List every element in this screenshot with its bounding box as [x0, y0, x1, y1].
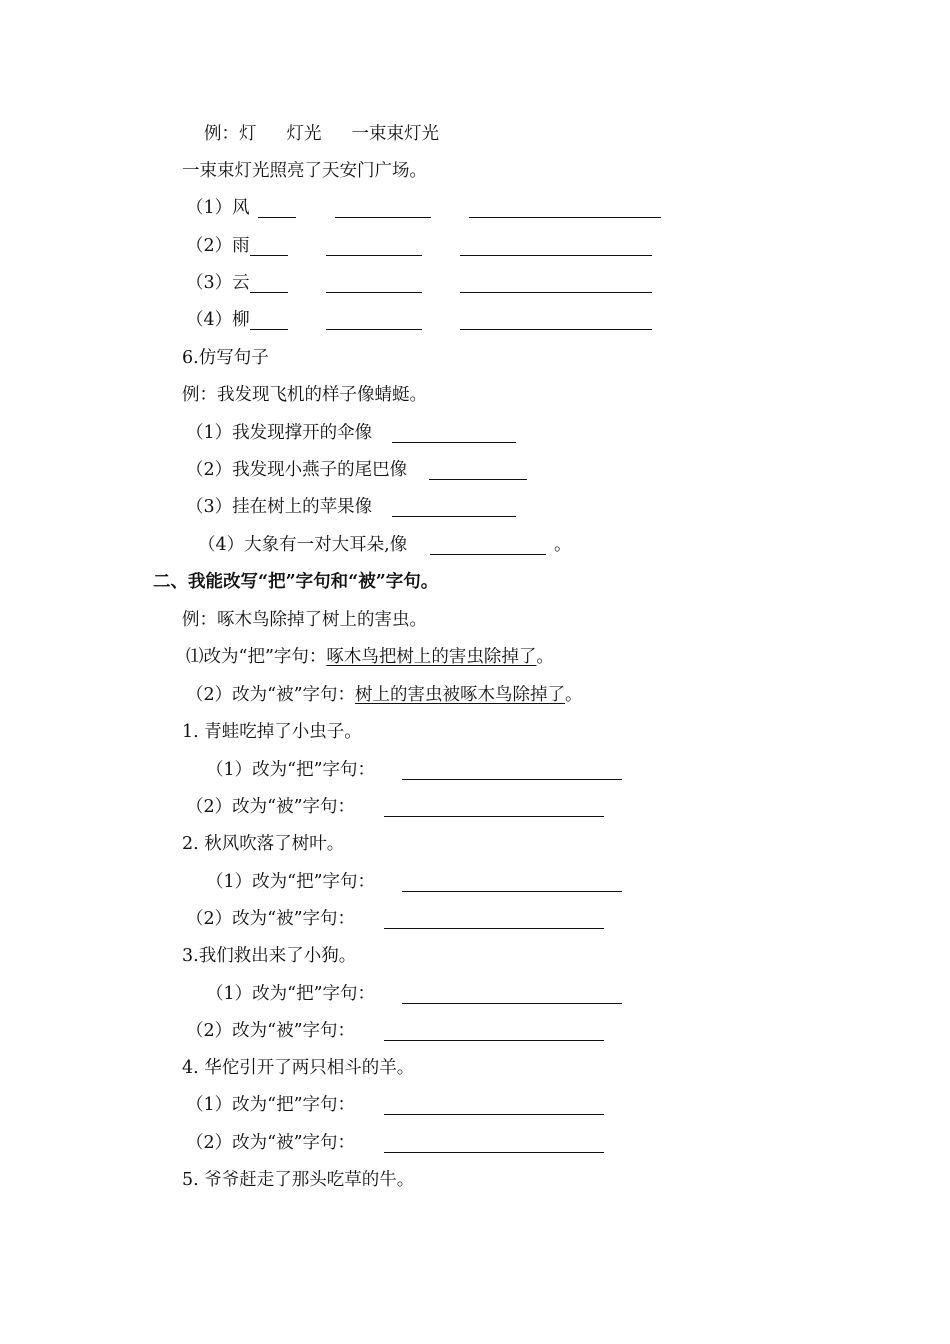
example-sentence: 一束束灯光照亮了天安门广场。: [182, 161, 427, 181]
q3-ba-blank[interactable]: [402, 985, 622, 1004]
ba-label: （1）改为“把”字句：: [206, 984, 376, 1004]
blank-2c[interactable]: [460, 237, 652, 256]
word-item-4: [186, 305, 250, 335]
example-bei-label: （2）改为“被”字句：: [186, 685, 356, 705]
example-ba-answer: 啄木鸟把树上的害虫除掉了: [326, 647, 537, 667]
word-item-2: [186, 231, 250, 261]
example-bei-answer: 树上的害虫被啄木鸟除掉了: [355, 685, 566, 705]
rewrite-question-2: 2. 秋风吹落了树叶。: [182, 834, 345, 854]
blank-2a[interactable]: [250, 237, 288, 256]
section-2-example: 例：啄木鸟除掉了树上的害虫。: [182, 610, 427, 630]
q6-blank-4[interactable]: [430, 536, 546, 555]
blank-4a[interactable]: [250, 311, 288, 330]
q6-item-3: [186, 492, 372, 522]
q1-ba-row: [206, 755, 375, 785]
q1-bei-row: [186, 792, 355, 822]
rewrite-question-1: 1. 青蛙吃掉了小虫子。: [182, 722, 362, 742]
example-bei-period: 。: [565, 685, 583, 705]
q6-blank-3[interactable]: [392, 498, 516, 517]
blank-1a[interactable]: [258, 199, 296, 218]
bei-label: （2）改为“被”字句：: [186, 909, 356, 929]
example-bei-sentence: [186, 680, 583, 710]
q6-item-text: （4）大象有一对大耳朵,像: [198, 535, 408, 555]
blank-4b[interactable]: [326, 311, 422, 330]
blank-2b[interactable]: [326, 237, 422, 256]
word-item-label: （1）风: [186, 198, 250, 218]
example-header: [204, 119, 439, 149]
blank-3a[interactable]: [250, 274, 288, 293]
q4-bei-row: [186, 1128, 355, 1158]
example-ba-label: ⑴改为“把”字句：: [186, 647, 327, 667]
q6-item-2: [186, 455, 407, 485]
q6-item-text: （3）挂在树上的苹果像: [186, 497, 373, 517]
q6-blank-1[interactable]: [392, 424, 516, 443]
q6-item-text: （2）我发现小燕子的尾巴像: [186, 460, 408, 480]
q2-bei-row: [186, 904, 355, 934]
q4-bei-blank[interactable]: [384, 1134, 604, 1153]
q6-item-1: [186, 418, 372, 448]
q3-bei-blank[interactable]: [384, 1022, 604, 1041]
example-ba-sentence: [186, 642, 554, 672]
q2-bei-blank[interactable]: [384, 910, 604, 929]
q1-ba-blank[interactable]: [402, 761, 622, 780]
q4-ba-blank[interactable]: [384, 1096, 604, 1115]
q6-example: 例：我发现飞机的样子像蜻蜓。: [182, 385, 427, 405]
q6-title: 6.仿写句子: [182, 348, 269, 368]
rewrite-question-3: 3.我们救出来了小狗。: [182, 946, 357, 966]
q2-ba-row: [206, 867, 375, 897]
example-phrase: 灯光: [286, 124, 322, 144]
word-item-1: [186, 193, 250, 223]
blank-3b[interactable]: [326, 274, 422, 293]
q1-bei-blank[interactable]: [384, 798, 604, 817]
q6-item-text: （1）我发现撑开的伞像: [186, 423, 373, 443]
example-word: 例：灯: [204, 124, 257, 144]
word-item-label: （3）云: [186, 273, 250, 293]
example-ba-period: 。: [536, 647, 554, 667]
section-2-title: 二、我能改写“把”字句和“被”字句。: [153, 572, 439, 592]
word-item-3: [186, 268, 250, 298]
ba-label: （1）改为“把”字句：: [206, 872, 376, 892]
blank-1c[interactable]: [469, 199, 661, 218]
q3-ba-row: [206, 979, 375, 1009]
word-item-label: （2）雨: [186, 236, 250, 256]
q3-bei-row: [186, 1016, 355, 1046]
rewrite-question-5: 5. 爷爷赶走了那头吃草的牛。: [182, 1170, 415, 1190]
q6-item-4: [198, 530, 572, 560]
rewrite-question-4: 4. 华佗引开了两只相斗的羊。: [182, 1058, 415, 1078]
blank-1b[interactable]: [335, 199, 431, 218]
ba-label: （1）改为“把”字句：: [206, 760, 376, 780]
bei-label: （2）改为“被”字句：: [186, 1021, 356, 1041]
q6-blank-2[interactable]: [429, 461, 527, 480]
bei-label: （2）改为“被”字句：: [186, 797, 356, 817]
blank-3c[interactable]: [460, 274, 652, 293]
word-item-label: （4）柳: [186, 310, 250, 330]
ba-label: （1）改为“把”字句：: [186, 1095, 356, 1115]
q2-ba-blank[interactable]: [402, 873, 622, 892]
example-extended-phrase: 一束束灯光: [351, 124, 439, 144]
blank-4c[interactable]: [460, 311, 652, 330]
q4-ba-row: [186, 1090, 355, 1120]
bei-label: （2）改为“被”字句：: [186, 1133, 356, 1153]
q6-item-4-period: 。: [554, 535, 572, 555]
